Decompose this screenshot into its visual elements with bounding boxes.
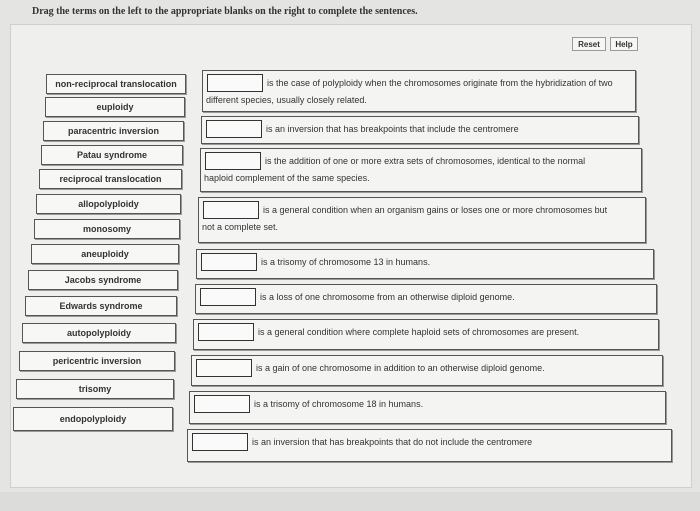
sentence-text-continued: haploid complement of the same species.: [204, 173, 370, 183]
sentence-10: [187, 429, 672, 462]
sentence-1: [202, 70, 636, 112]
drop-target-blank[interactable]: [200, 288, 256, 306]
sentence-text: is a general condition where complete haploid sets of chromosomes are present.: [258, 327, 580, 337]
drop-target-blank[interactable]: [203, 201, 259, 219]
sentence-text: is a trisomy of chromosome 13 in humans.: [261, 257, 431, 267]
term-endopolyploidy[interactable]: endopolyploidy: [13, 407, 173, 431]
term-edwards-syndrome[interactable]: Edwards syndrome: [25, 296, 177, 316]
term-monosomy[interactable]: monosomy: [34, 219, 180, 239]
drop-target-blank[interactable]: [205, 152, 261, 170]
reset-button[interactable]: Reset: [572, 37, 606, 51]
drop-target-blank[interactable]: [192, 433, 248, 451]
instructions-text: Drag the terms on the left to the appropriate blanks on the right to complete the sentences.: [32, 6, 418, 17]
drop-target-blank[interactable]: [198, 323, 254, 341]
sentence-text: is a general condition when an organism gains or loses one or more chromosomes but: [263, 205, 608, 215]
term-reciprocal-translocation[interactable]: reciprocal translocation: [39, 169, 182, 189]
help-button[interactable]: Help: [610, 37, 638, 51]
sentence-2: [201, 116, 639, 144]
drop-target-blank[interactable]: [196, 359, 252, 377]
sentence-text: is the addition of one or more extra sets of chromosomes, identical to the normal: [265, 156, 586, 166]
drop-target-blank[interactable]: [201, 253, 257, 271]
term-paracentric-inversion[interactable]: paracentric inversion: [43, 121, 184, 141]
drop-target-blank[interactable]: [206, 120, 262, 138]
sentence-text: is a gain of one chromosome in addition to an otherwise diploid genome.: [256, 363, 545, 373]
drop-target-blank[interactable]: [194, 395, 250, 413]
term-patau-syndrome[interactable]: Patau syndrome: [41, 145, 183, 165]
sentence-text-continued: different species, usually closely related.: [206, 95, 367, 105]
sentence-text: is a loss of one chromosome from an otherwise diploid genome.: [260, 292, 515, 302]
term-autopolyploidy[interactable]: autopolyploidy: [22, 323, 176, 343]
term-aneuploidy[interactable]: aneuploidy: [31, 244, 179, 264]
term-euploidy[interactable]: euploidy: [45, 97, 185, 117]
drop-target-blank[interactable]: [207, 74, 263, 92]
sentence-4: [198, 197, 646, 243]
sentence-3: [200, 148, 642, 192]
sentence-text: is an inversion that has breakpoints that do not include the centromere: [252, 437, 533, 447]
term-jacobs-syndrome[interactable]: Jacobs syndrome: [28, 270, 178, 290]
sentence-text: is an inversion that has breakpoints that include the centromere: [266, 124, 519, 134]
sentence-6: [195, 284, 657, 314]
term-allopolyploidy[interactable]: allopolyploidy: [36, 194, 181, 214]
sentence-9: [189, 391, 666, 424]
term-trisomy[interactable]: trisomy: [16, 379, 174, 399]
bottom-strip: [0, 492, 700, 511]
term-pericentric-inversion[interactable]: pericentric inversion: [19, 351, 175, 371]
term-non-reciprocal-translocation[interactable]: non-reciprocal translocation: [46, 74, 186, 94]
sentence-text: is the case of polyploidy when the chromosomes originate from the hybridization of two: [267, 78, 613, 88]
sentence-text-continued: not a complete set.: [202, 222, 279, 232]
sentence-text: is a trisomy of chromosome 18 in humans.: [254, 399, 424, 409]
sentence-5: [196, 249, 654, 279]
sentence-7: [193, 319, 659, 350]
sentence-8: [191, 355, 663, 386]
